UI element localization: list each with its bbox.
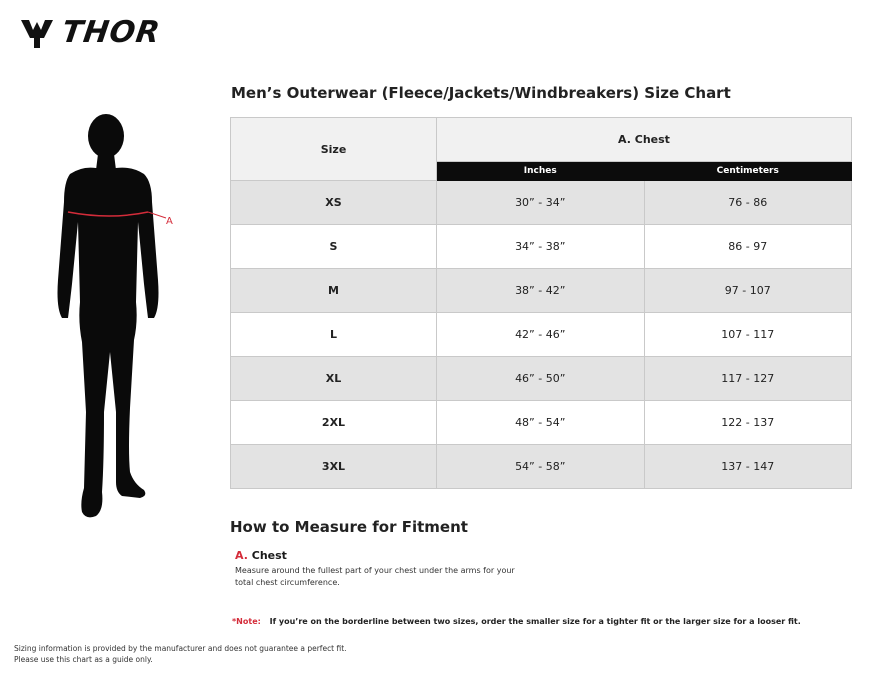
size-cell: XS <box>231 181 437 225</box>
brand-name: THOR <box>59 15 163 50</box>
inches-subheader: Inches <box>437 161 645 180</box>
centimeters-cell: 86 - 97 <box>644 225 852 269</box>
body-silhouette-figure <box>30 112 190 524</box>
table-row <box>231 401 852 445</box>
note-label: *Note: <box>232 617 261 626</box>
thor-logo-icon <box>20 16 54 50</box>
sizing-disclaimer <box>14 643 347 665</box>
inches-cell: 38” - 42” <box>437 269 645 313</box>
measure-label-text: Chest <box>251 549 287 562</box>
centimeters-subheader: Centimeters <box>644 161 852 180</box>
size-cell: L <box>231 313 437 357</box>
sizing-note <box>232 617 801 626</box>
inches-cell: 54” - 58” <box>437 445 645 489</box>
chest-measure-description <box>235 565 535 589</box>
inches-cell: 34” - 38” <box>437 225 645 269</box>
inches-cell: 42” - 46” <box>437 313 645 357</box>
size-column-header: Size <box>231 118 437 181</box>
measure-desc-line: Measure around the fullest part of your chest under the arms for your <box>235 566 515 575</box>
size-cell: 2XL <box>231 401 437 445</box>
inches-cell: 46” - 50” <box>437 357 645 401</box>
size-cell: M <box>231 269 437 313</box>
measure-desc-line: total chest circumference. <box>235 578 340 587</box>
measure-guide-title: How to Measure for Fitment <box>230 518 468 536</box>
size-cell: S <box>231 225 437 269</box>
chest-measure-label <box>235 549 287 562</box>
table-row <box>231 181 852 225</box>
table-row <box>231 445 852 489</box>
chest-column-header: A. Chest <box>437 118 852 162</box>
centimeters-cell: 97 - 107 <box>644 269 852 313</box>
centimeters-cell: 137 - 147 <box>644 445 852 489</box>
inches-cell: 48” - 54” <box>437 401 645 445</box>
size-cell: 3XL <box>231 445 437 489</box>
inches-cell: 30” - 34” <box>437 181 645 225</box>
size-chart-title: Men’s Outerwear (Fleece/Jackets/Windbreakers) Size Chart <box>231 84 731 102</box>
disclaimer-line: Sizing information is provided by the manufacturer and does not guarantee a perfect fit. <box>14 644 347 653</box>
centimeters-cell: 76 - 86 <box>644 181 852 225</box>
size-chart-table <box>230 117 852 489</box>
centimeters-cell: 122 - 137 <box>644 401 852 445</box>
table-row <box>231 357 852 401</box>
measure-letter: A. <box>235 549 248 562</box>
table-row <box>231 269 852 313</box>
centimeters-cell: 117 - 127 <box>644 357 852 401</box>
centimeters-cell: 107 - 117 <box>644 313 852 357</box>
disclaimer-line: Please use this chart as a guide only. <box>14 655 153 664</box>
size-cell: XL <box>231 357 437 401</box>
table-row <box>231 225 852 269</box>
brand-logo <box>20 15 163 50</box>
note-text: If you’re on the borderline between two sizes, order the smaller size for a tighter fit or the larger size for a looser fit. <box>269 617 801 626</box>
table-row <box>231 313 852 357</box>
figure-marker-label: A <box>166 216 173 227</box>
